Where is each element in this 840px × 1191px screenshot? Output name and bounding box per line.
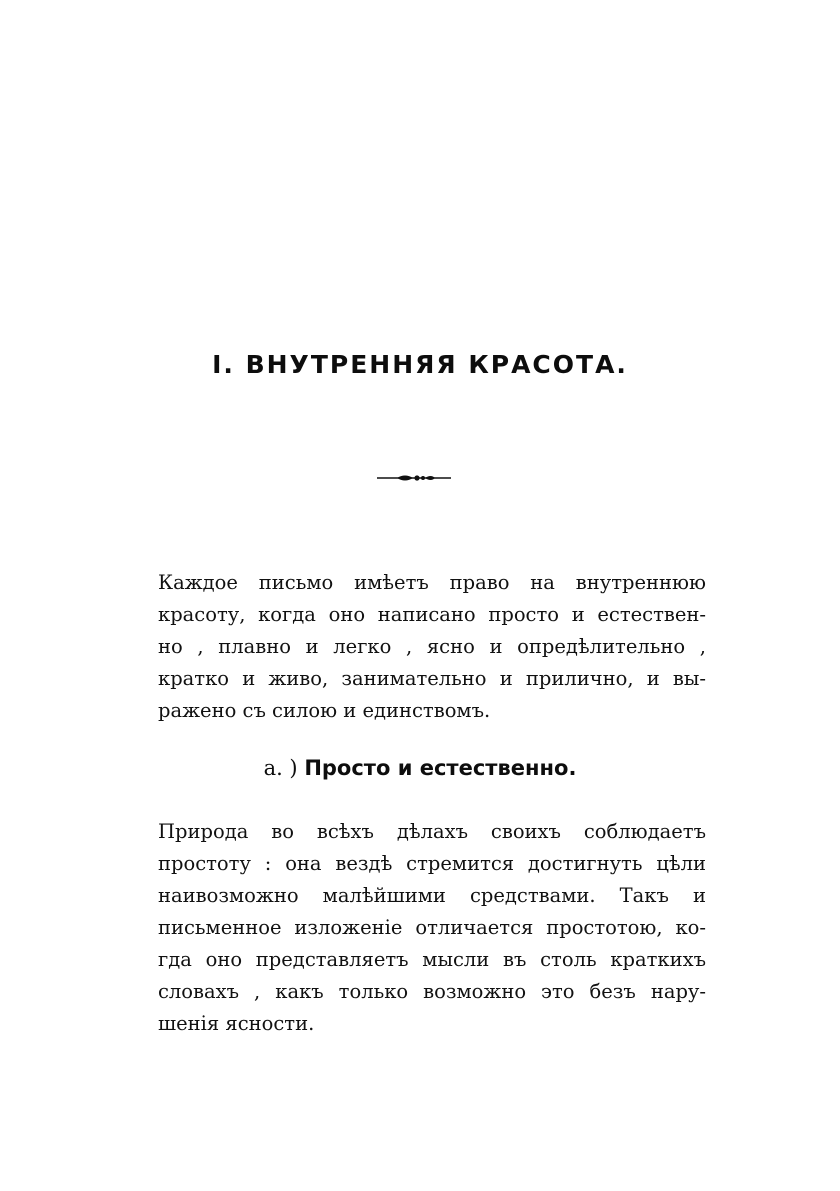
- section-marker: a. ): [263, 756, 298, 780]
- paragraph-line: Природа во всѣхъ дѣлахъ своихъ соблюдаетъ: [158, 820, 706, 843]
- paragraph-line: гда оно представляетъ мысли въ столь краткихъ: [158, 948, 706, 971]
- paragraph-line: ражено съ силою и единствомъ.: [158, 699, 491, 722]
- paragraph-line: простоту : она вездѣ стремится достигнуть цѣли: [158, 852, 706, 875]
- section-heading: [0, 756, 840, 780]
- paragraph-line: письменное изложеніе отличается простотою, ко-: [158, 916, 706, 939]
- paragraph-line: кратко и живо, занимательно и прилично, и вы-: [158, 667, 706, 690]
- chapter-title: I. ВНУТРЕННЯЯ КРАСОТА.: [212, 350, 628, 379]
- paragraph-line: Каждое письмо имѣетъ право на внутреннюю: [158, 571, 706, 594]
- section-title: Просто и естественно.: [304, 756, 577, 780]
- paragraph-line: шенія ясности.: [158, 1012, 315, 1035]
- ornament-divider-icon: [375, 470, 453, 486]
- section-paragraph: [158, 816, 706, 1040]
- paragraph-line: но , плавно и легко , ясно и опредѣлительно ,: [158, 635, 706, 658]
- paragraph-line: красоту, когда оно написано просто и естествен-: [158, 603, 706, 626]
- paragraph-line: словахъ , какъ только возможно это безъ нару-: [158, 980, 706, 1003]
- paragraph-line: наивозможно малѣйшими средствами. Такъ и: [158, 884, 706, 907]
- intro-paragraph: [158, 567, 706, 727]
